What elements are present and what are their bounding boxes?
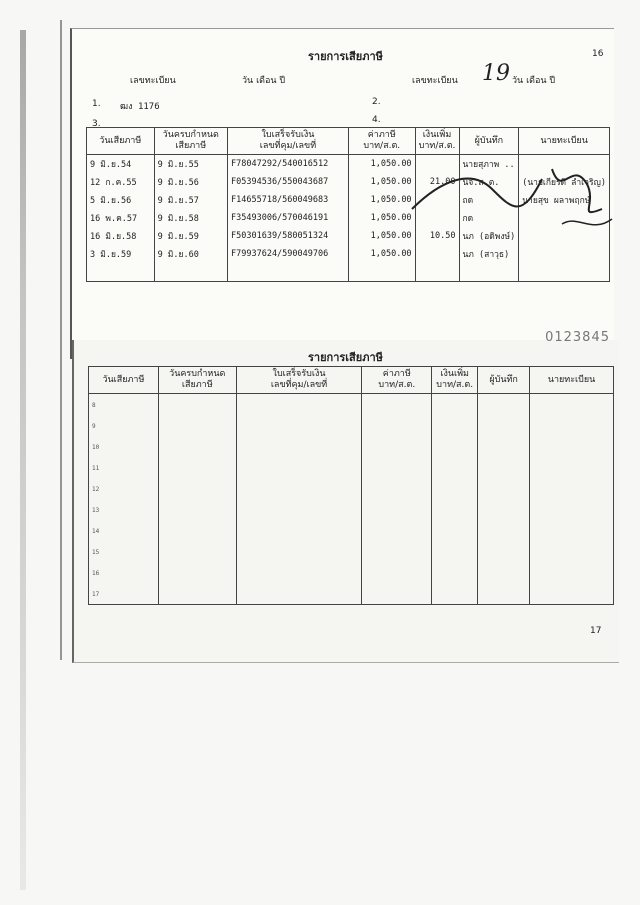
- column-header: ผู้บันทึก: [478, 367, 530, 394]
- column-header: นายทะเบียน: [519, 128, 610, 155]
- row-number: 12: [92, 485, 100, 493]
- cell-receipt: F78047292/540016512: [228, 155, 349, 174]
- cell-receipt: [236, 457, 362, 478]
- faint-stamp-number: 0123845: [545, 330, 610, 345]
- cell-registrar: [519, 263, 610, 282]
- table-row: [89, 583, 614, 605]
- cell-recorder: [478, 478, 530, 499]
- cell-tax: [362, 499, 432, 520]
- header-left-reg-label: เลขทะเบียน: [130, 76, 176, 86]
- line2-no: 2.: [372, 97, 381, 107]
- cell-recorder: นภ (สาวุธ): [459, 245, 519, 263]
- cell-registrar: [530, 478, 614, 499]
- table-row: [89, 415, 614, 436]
- column-header: ค่าภาษี บาท/ส.ต.: [362, 367, 432, 394]
- cell-extra: [415, 263, 459, 282]
- column-header: ค่าภาษี บาท/ส.ต.: [348, 128, 415, 155]
- column-header: ใบเสร็จรับเงิน เลขที่คุม/เลขที่: [236, 367, 362, 394]
- column-header: เงินเพิ่ม บาท/ส.ต.: [432, 367, 478, 394]
- cell-registrar: [530, 520, 614, 541]
- cell-tax: 1,050.00: [348, 191, 415, 209]
- cell-due: [158, 562, 236, 583]
- cell-due: 9 มิ.ย.59: [154, 227, 227, 245]
- cell-tax: [362, 520, 432, 541]
- cell-paid: [89, 478, 159, 499]
- cell-receipt: F14655718/560049683: [228, 191, 349, 209]
- cell-registrar: นายสุข ผลาพฤกษ์: [519, 191, 610, 209]
- row-number: 14: [92, 527, 100, 535]
- cell-receipt: F35493006/570046191: [228, 209, 349, 227]
- cell-tax: [362, 562, 432, 583]
- row-number: 17: [92, 590, 100, 598]
- table-row: [89, 520, 614, 541]
- cell-receipt: F50301639/580051324: [228, 227, 349, 245]
- cell-paid: [89, 562, 159, 583]
- cell-tax: [348, 263, 415, 282]
- cell-tax: [362, 436, 432, 457]
- cell-registrar: [530, 457, 614, 478]
- row-number: 9: [92, 422, 96, 430]
- cell-due: [158, 520, 236, 541]
- cell-receipt: [236, 436, 362, 457]
- cell-due: 9 มิ.ย.60: [154, 245, 227, 263]
- cell-extra: [432, 541, 478, 562]
- cell-due: [158, 436, 236, 457]
- cell-receipt: [236, 415, 362, 436]
- cell-due: [154, 263, 227, 282]
- row-number: 8: [92, 401, 96, 409]
- cell-paid: [89, 583, 159, 605]
- tax-record-page-top: [70, 28, 614, 359]
- cell-recorder: [478, 415, 530, 436]
- table-row: [87, 245, 610, 263]
- cell-due: 9 มิ.ย.56: [154, 173, 227, 191]
- cell-due: [158, 415, 236, 436]
- cell-paid: 9 มิ.ย.54: [87, 155, 155, 174]
- cell-tax: [362, 478, 432, 499]
- cell-recorder: [478, 394, 530, 416]
- cell-due: [158, 457, 236, 478]
- page-title: รายการเสียภาษี: [308, 50, 383, 63]
- cell-paid: [89, 541, 159, 562]
- cell-due: [158, 583, 236, 605]
- column-header: วันเสียภาษี: [87, 128, 155, 155]
- column-header: เงินเพิ่ม บาท/ส.ต.: [415, 128, 459, 155]
- cell-paid: [87, 263, 155, 282]
- cell-recorder: [459, 263, 519, 282]
- cell-paid: 5 มิ.ย.56: [87, 191, 155, 209]
- cell-paid: [89, 499, 159, 520]
- cell-receipt: [236, 541, 362, 562]
- column-header: นายทะเบียน: [530, 367, 614, 394]
- cell-extra: [432, 436, 478, 457]
- cell-registrar: [530, 562, 614, 583]
- cell-due: [158, 499, 236, 520]
- cell-registrar: [530, 541, 614, 562]
- table-row: [87, 263, 610, 282]
- cell-receipt: [236, 499, 362, 520]
- cell-recorder: [478, 541, 530, 562]
- cell-registrar: [530, 583, 614, 605]
- cell-paid: 16 พ.ค.57: [87, 209, 155, 227]
- cell-receipt: F79937624/590049706: [228, 245, 349, 263]
- cell-receipt: [236, 478, 362, 499]
- cell-recorder: [478, 457, 530, 478]
- cell-receipt: [228, 263, 349, 282]
- line4-no: 4.: [372, 115, 381, 125]
- column-header: ผู้บันทึก: [459, 128, 519, 155]
- row-number: 13: [92, 506, 100, 514]
- page-number: 16: [592, 49, 604, 59]
- cell-extra: 10.50: [415, 227, 459, 245]
- cell-tax: [362, 394, 432, 416]
- cell-recorder: [478, 499, 530, 520]
- cell-paid: 3 มิ.ย.59: [87, 245, 155, 263]
- tax-record-page-bottom: [72, 340, 619, 663]
- cell-recorder: [478, 520, 530, 541]
- cell-extra: [432, 520, 478, 541]
- cell-tax: 1,050.00: [348, 173, 415, 191]
- signature-scribbles: [402, 149, 622, 239]
- cell-extra: [432, 415, 478, 436]
- handwritten-19: 19: [482, 61, 510, 86]
- cell-recorder: นายสุภาพ ..: [459, 155, 519, 174]
- table-row: [89, 394, 614, 416]
- cell-registrar: [519, 245, 610, 263]
- cell-paid: 12 ก.ค.55: [87, 173, 155, 191]
- header-right-date-label: วัน เดือน ปี: [512, 76, 556, 86]
- row-number: 10: [92, 443, 100, 451]
- cell-extra: 21.00: [415, 173, 459, 191]
- cell-paid: [89, 394, 159, 416]
- cell-tax: [362, 541, 432, 562]
- line1-no: 1.: [92, 99, 101, 109]
- cell-paid: [89, 415, 159, 436]
- cell-registrar: [530, 499, 614, 520]
- line3-no: 3.: [92, 119, 101, 129]
- cell-extra: [432, 499, 478, 520]
- cell-receipt: [236, 562, 362, 583]
- cell-due: 9 มิ.ย.57: [154, 191, 227, 209]
- cell-paid: [89, 436, 159, 457]
- table-row: [89, 436, 614, 457]
- cell-due: [158, 541, 236, 562]
- cell-recorder: ถด: [459, 191, 519, 209]
- cell-registrar: [530, 394, 614, 416]
- cell-due: [158, 394, 236, 416]
- row-number: 11: [92, 464, 100, 472]
- table-row: [89, 541, 614, 562]
- cell-recorder: [478, 583, 530, 605]
- cell-extra: [432, 457, 478, 478]
- scan-edge-shadow: [20, 30, 26, 890]
- cell-tax: 1,050.00: [348, 227, 415, 245]
- cell-recorder: [478, 562, 530, 583]
- cell-registrar: (นายเกียรติ ลำเจริญ): [519, 173, 610, 191]
- cell-paid: [89, 457, 159, 478]
- scan-edge-line: [60, 20, 62, 660]
- cell-extra: [432, 583, 478, 605]
- cell-receipt: [236, 583, 362, 605]
- cell-paid: 16 มิ.ย.58: [87, 227, 155, 245]
- cell-tax: [362, 583, 432, 605]
- header-right-reg-label: เลขทะเบียน: [412, 76, 458, 86]
- cell-tax: [362, 457, 432, 478]
- tax-table-bottom: [88, 366, 614, 605]
- cell-registrar: [530, 436, 614, 457]
- table-row: [89, 562, 614, 583]
- cell-registrar: [530, 415, 614, 436]
- cell-extra: [432, 394, 478, 416]
- row-number: 16: [92, 569, 100, 577]
- cell-recorder: นจ.ส.ต.: [459, 173, 519, 191]
- cell-tax: 1,050.00: [348, 155, 415, 174]
- cell-tax: 1,050.00: [348, 245, 415, 263]
- cell-due: 9 มิ.ย.55: [154, 155, 227, 174]
- cell-extra: [415, 245, 459, 263]
- cell-recorder: กด: [459, 209, 519, 227]
- cell-recorder: [478, 436, 530, 457]
- cell-due: 9 มิ.ย.58: [154, 209, 227, 227]
- line1-value: ฒง 1176: [120, 102, 160, 112]
- cell-recorder: นภ (อดิพงษ์): [459, 227, 519, 245]
- column-header: วันเสียภาษี: [89, 367, 159, 394]
- row-number: 15: [92, 548, 100, 556]
- cell-tax: 1,050.00: [348, 209, 415, 227]
- cell-receipt: [236, 520, 362, 541]
- cell-receipt: [236, 394, 362, 416]
- page-number-bottom: 17: [590, 626, 602, 636]
- column-header: ใบเสร็จรับเงิน เลขที่คุม/เลขที่: [228, 128, 349, 155]
- table-row: [89, 478, 614, 499]
- cell-receipt: F05394536/550043687: [228, 173, 349, 191]
- header-left-date-label: วัน เดือน ปี: [242, 76, 286, 86]
- cell-extra: [432, 562, 478, 583]
- page-title-bottom: รายการเสียภาษี: [308, 351, 383, 364]
- cell-extra: [432, 478, 478, 499]
- table-row: [89, 499, 614, 520]
- cell-due: [158, 478, 236, 499]
- cell-paid: [89, 520, 159, 541]
- column-header: วันครบกำหนด เสียภาษี: [158, 367, 236, 394]
- cell-tax: [362, 415, 432, 436]
- table-row: [89, 457, 614, 478]
- column-header: วันครบกำหนด เสียภาษี: [154, 128, 227, 155]
